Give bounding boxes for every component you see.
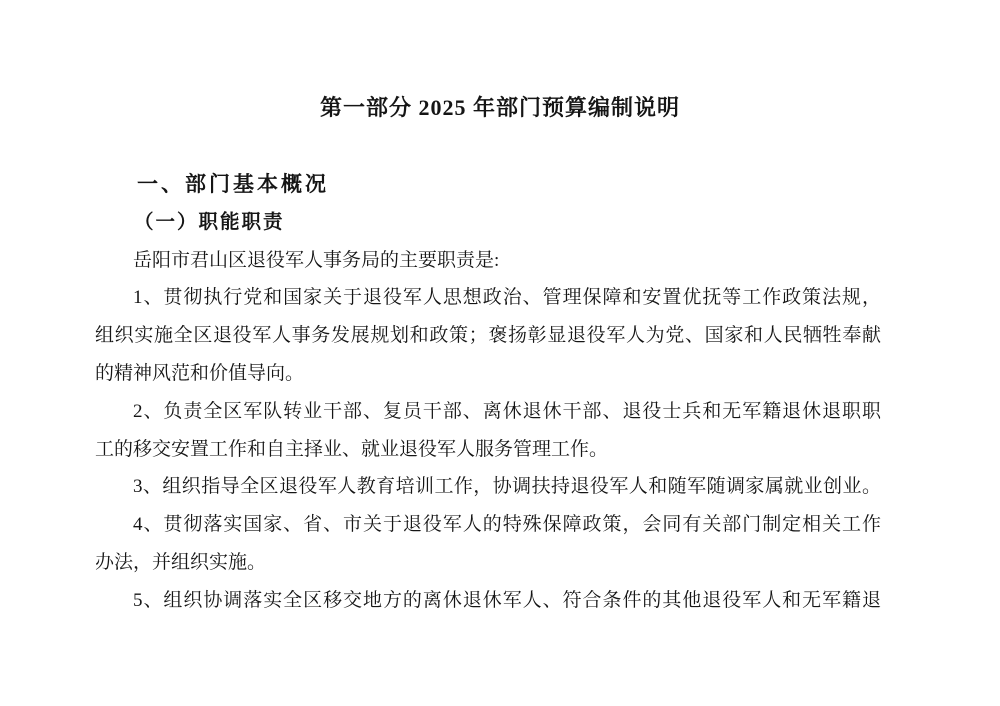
paragraph-line: 2、负责全区军队转业干部、复员干部、离休退休干部、退役士兵和无军籍退休退职职 xyxy=(133,400,881,422)
section-heading: 一、部门基本概况 xyxy=(137,173,329,196)
document-title: 第一部分 2025 年部门预算编制说明 xyxy=(319,95,680,120)
paragraph-line: 5、组织协调落实全区移交地方的离休退休军人、符合条件的其他退役军人和无军籍退 xyxy=(133,589,881,611)
sub-heading: （一）职能职责 xyxy=(134,211,285,233)
paragraph-4 xyxy=(95,506,881,582)
paragraph-3 xyxy=(95,468,881,506)
paragraph-2 xyxy=(95,393,881,469)
intro-line: 岳阳市君山区退役军人事务局的主要职责是: xyxy=(133,249,500,271)
paragraph-1 xyxy=(95,279,881,392)
paragraph-line: 组织实施全区退役军人事务发展规划和政策；褒扬彰显退役军人为党、国家和人民牺牲奉献 xyxy=(95,325,881,347)
paragraph-line: 1、贯彻执行党和国家关于退役军人思想政治、管理保障和安置优抚等工作政策法规， xyxy=(133,287,881,309)
paragraph-line: 办法，并组织实施。 xyxy=(95,551,267,573)
paragraph-line: 工的移交安置工作和自主择业、就业退役军人服务管理工作。 xyxy=(95,438,609,460)
document-body xyxy=(95,166,881,620)
paragraph-line: 的精神风范和价值导向。 xyxy=(95,362,305,384)
paragraph-line: 3、组织指导全区退役军人教育培训工作，协调扶持退役军人和随军随调家属就业创业。 xyxy=(133,476,881,498)
paragraph-5 xyxy=(95,582,881,620)
paragraph-line: 4、贯彻落实国家、省、市关于退役军人的特殊保障政策，会同有关部门制定相关工作 xyxy=(133,514,881,536)
